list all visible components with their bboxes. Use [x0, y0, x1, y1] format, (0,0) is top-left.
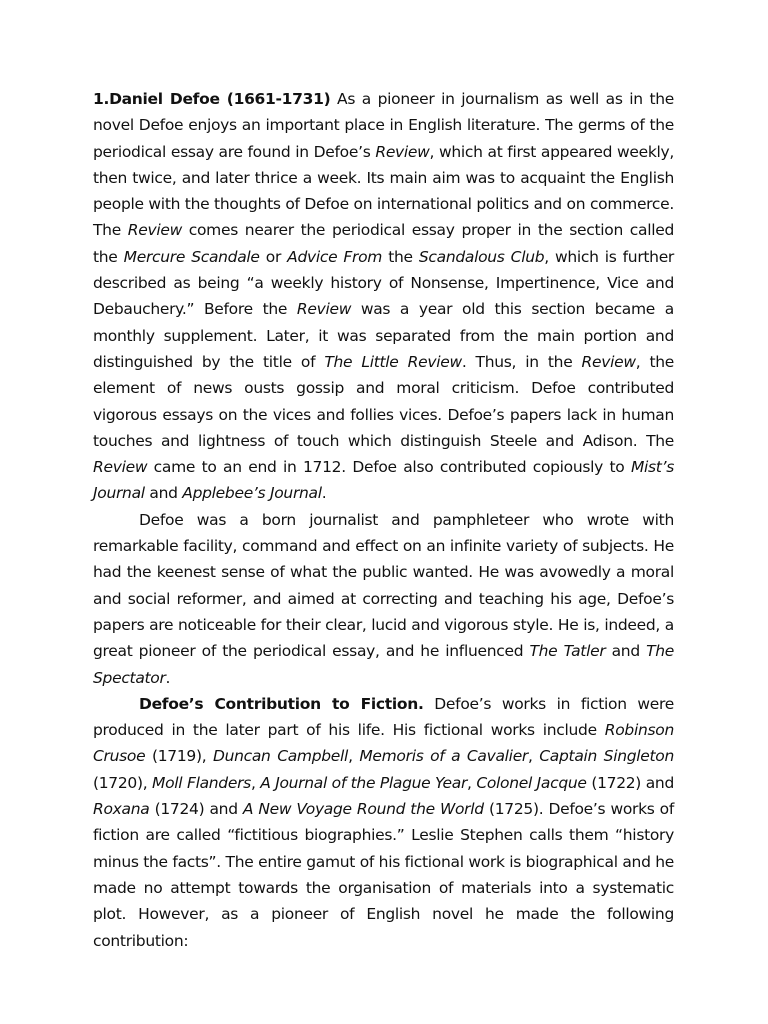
- italic-title: Review: [375, 142, 430, 161]
- paragraph-defoe-intro: [93, 86, 674, 507]
- text-run: . Thus, in the: [461, 352, 582, 371]
- text-run: and: [605, 642, 647, 661]
- text-run: .: [321, 484, 327, 503]
- italic-title: Robinson Crusoe: [93, 721, 674, 766]
- paragraph-defoe-fiction: [93, 691, 674, 954]
- italic-title: Roxana: [93, 800, 150, 819]
- text-run: (1719),: [145, 747, 213, 766]
- text-run: Defoe’s works in fiction were produced in the later part of his life. His fictional works include: [93, 694, 674, 740]
- document-body: [93, 86, 674, 954]
- italic-title: A Journal of the Plague Year: [260, 773, 468, 792]
- text-run: the: [382, 247, 419, 266]
- italic-title: Review: [127, 221, 182, 240]
- italic-title: Advice From: [287, 247, 383, 266]
- italic-title: Scandalous Club: [418, 247, 545, 266]
- section-heading-fiction: Defoe’s Contribution to Fiction.: [139, 694, 424, 713]
- italic-title: Memoris of a Cavalier: [359, 747, 529, 766]
- paragraph-defoe-journalist: [93, 507, 674, 691]
- italic-title: Review: [581, 352, 636, 371]
- italic-title: The Tatler: [529, 642, 606, 661]
- text-run: was a year old this section became a monthly supplement. Later, it was separated from the main portion and distinguished by the title of: [93, 300, 674, 371]
- text-run: comes nearer the periodical essay proper in the section called the: [93, 221, 674, 266]
- text-run: or: [259, 247, 288, 266]
- italic-title: Duncan Campbell: [212, 747, 349, 766]
- italic-title: Review: [93, 458, 148, 477]
- italic-title: The Spectator: [93, 642, 675, 687]
- italic-title: Moll Flanders: [152, 773, 251, 792]
- text-run: ,: [467, 773, 477, 792]
- text-run: As a pioneer in journalism as well as in the novel Defoe enjoys an important place in English literature. The germs of the periodical essay are found in Defoe’s: [93, 90, 674, 161]
- italic-title: The Little Review: [324, 352, 462, 371]
- text-run: came to an end in 1712. Defoe also contributed copiously to: [147, 458, 631, 477]
- text-run: ,: [348, 747, 360, 766]
- text-run: Defoe was a born journalist and pamphleteer who wrote with remarkable facility, command and effect on an infinite variety of subjects. He had the keenest sense of what the public wanted. He was avowedly a moral and social reformer, and aimed at correcting and teaching his age, Defoe’s papers are noticeable for their clear, lucid and vigorous style. He is, indeed, a great pioneer of the periodical essay, and he influenced: [93, 510, 674, 661]
- italic-title: A New Voyage Round the World: [242, 800, 484, 819]
- text-run: (1722) and: [586, 773, 674, 792]
- italic-title: Review: [296, 300, 352, 319]
- italic-title: Applebee’s Journal: [182, 484, 322, 503]
- text-run: , which is further described as being “a weekly history of Nonsense, Impertinence, Vice and Debauchery.” Before the: [93, 247, 675, 319]
- section-heading-daniel-defoe: 1.Daniel Defoe (1661-1731): [93, 90, 331, 108]
- text-run: ,: [528, 747, 540, 766]
- text-run: and: [144, 484, 183, 503]
- text-run: ,: [250, 773, 261, 792]
- text-run: , which at first appeared weekly, then twice, and later thrice a week. Its main aim was to acquaint the English people with the thoughts of Defoe on international politics and on commerce. The: [93, 142, 674, 240]
- italic-title: Mercure Scandale: [123, 247, 260, 266]
- italic-title: Colonel Jacque: [476, 773, 587, 792]
- text-run: (1724) and: [149, 800, 243, 819]
- text-run: , the element of news ousts gossip and moral criticism. Defoe contributed vigorous essays on the vices and follies vices. Defoe’s papers lack in human touches and lightness of touch which distinguish Steele and Adison. The: [93, 352, 674, 450]
- text-run: .: [165, 668, 171, 687]
- italic-title: Captain Singleton: [539, 747, 675, 766]
- italic-title: Mist’s Journal: [93, 458, 674, 503]
- text-run: (1720),: [93, 773, 153, 792]
- text-run: (1725). Defoe’s works of fiction are called “fictitious biographies.” Leslie Stephen calls them “history minus the facts”. The entire gamut of his fictional work is biographical and he made no attempt towards the organisation of materials into a systematic plot. However, as a pioneer of English novel he made the following contribution:: [93, 800, 675, 950]
